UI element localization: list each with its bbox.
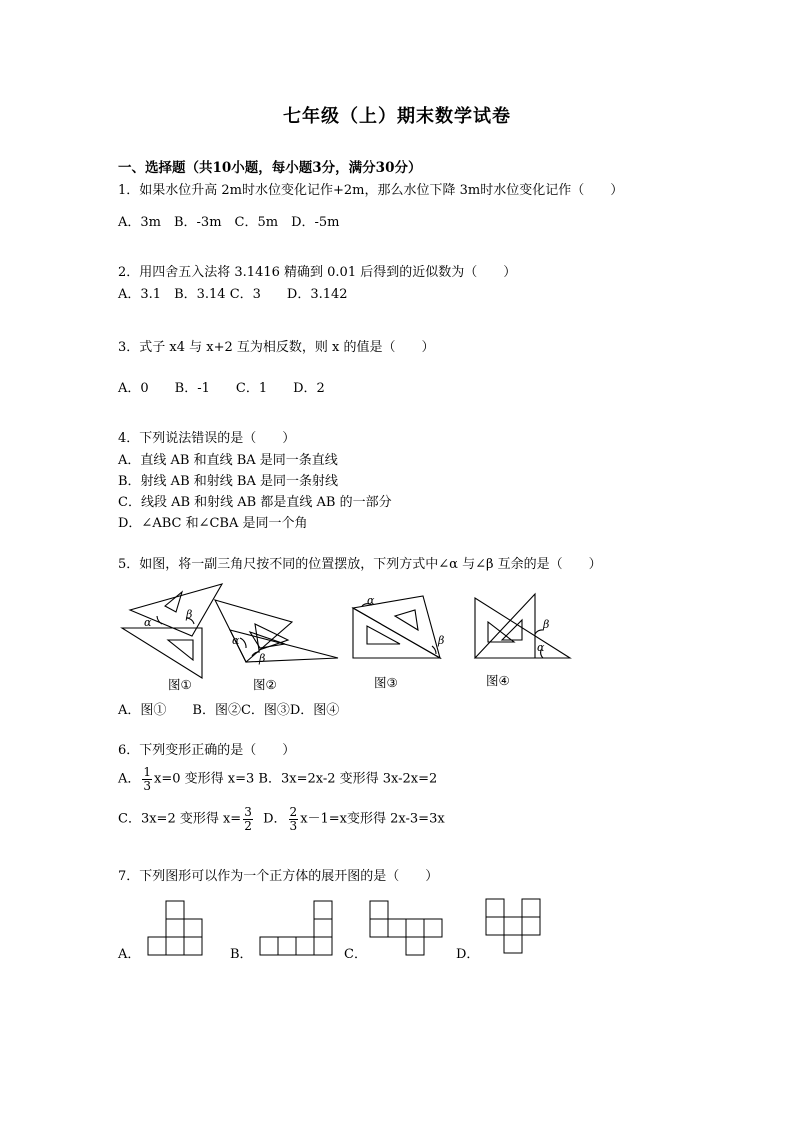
figure-4-caption: 图④: [486, 673, 510, 688]
fraction-numerator: 3: [244, 805, 252, 819]
figure-3-beta: β: [438, 634, 445, 647]
question-7-option-a-label: A．: [118, 947, 141, 962]
question-1: 1．如果水位升高 2m时水位变化记作+2m，那么水位下降 3m时水位变化记作（ ）: [118, 183, 624, 198]
fraction-numerator: 2: [289, 805, 298, 819]
fraction-one-third: [142, 766, 152, 792]
question-7-option-c-label: C．: [344, 947, 367, 962]
figure-2-triangles: [215, 600, 338, 662]
question-7-nets: [140, 895, 560, 965]
question-6-line-2: [118, 806, 445, 832]
net-option-a: [148, 901, 202, 955]
question-4-option-b: B．射线 AB 和射线 BA 是同一条射线: [118, 474, 338, 489]
question-6-option-a-label: A．: [118, 771, 141, 787]
net-option-d: [486, 899, 540, 953]
fraction-denominator: 2: [244, 818, 252, 833]
fraction-denominator: 3: [143, 778, 152, 793]
figure-4-triangles: [475, 594, 570, 658]
figure-2-alpha: α: [232, 634, 240, 647]
question-4-option-c: C．线段 AB 和射线 AB 都是直线 AB 的一部分: [118, 495, 392, 510]
fraction-two-thirds: [289, 806, 299, 832]
question-4-option-a: A．直线 AB 和直线 BA 是同一条直线: [118, 453, 338, 468]
question-1-options: A．3m B．-3m C．5m D．-5m: [118, 215, 340, 230]
question-6-option-d-text: x－1=x变形得 2x-3=3x: [300, 811, 445, 827]
figure-1-caption: 图①: [168, 677, 192, 692]
question-5-figures: [110, 578, 580, 680]
figure-3-caption: 图③: [374, 675, 398, 690]
question-6-option-c-text: C．3x=2 变形得 x=: [118, 811, 242, 827]
fraction-three-halves: [243, 806, 253, 832]
question-7-option-b-label: B．: [230, 947, 253, 962]
question-4: 4．下列说法错误的是（ ）: [118, 431, 296, 446]
figure-4-beta: β: [543, 618, 550, 631]
question-5: 5．如图，将一副三角尺按不同的位置摆放，下列方式中∠α 与∠β 互余的是（ ）: [118, 557, 602, 572]
figure-2-beta: β: [259, 652, 266, 665]
question-6-option-d-label: D．: [254, 811, 287, 827]
figure-1-alpha: α: [144, 616, 152, 629]
question-2: 2．用四舍五入法将 3.1416 精确到 0.01 后得到的近似数为（ ）: [118, 265, 517, 280]
figure-4-alpha: α: [537, 641, 545, 654]
fraction-denominator: 3: [289, 818, 298, 833]
net-option-c: [370, 901, 442, 955]
question-7-option-d-label: D．: [456, 947, 480, 962]
question-6-line-1: [118, 766, 437, 792]
question-5-options: A．图① B．图②C．图③D．图④: [118, 703, 340, 718]
figure-1-beta: β: [186, 608, 193, 621]
question-6-option-a-b-text: x=0 变形得 x=3 B．3x=2x-2 变形得 3x-2x=2: [154, 771, 438, 787]
question-3-options: A．0 B．-1 C．1 D．2: [118, 381, 325, 396]
question-6: 6．下列变形正确的是（ ）: [118, 743, 296, 758]
fraction-numerator: 1: [143, 765, 152, 779]
figure-1-triangles: [122, 584, 222, 678]
question-4-option-d: D．∠ABC 和∠CBA 是同一个角: [118, 516, 308, 531]
question-3: 3．式子 x4 与 x+2 互为相反数，则 x 的值是（ ）: [118, 340, 435, 355]
figure-3-alpha: α: [367, 594, 375, 607]
page-title: 七年级（上）期末数学试卷: [283, 106, 511, 127]
section-heading: 一、选择题（共10小题，每小题3分，满分30分）: [118, 160, 422, 176]
question-7: 7．下列图形可以作为一个正方体的展开图的是（ ）: [118, 869, 439, 884]
net-option-b: [260, 901, 332, 955]
question-2-options: A．3.1 B．3.14 C．3 D．3.142: [118, 287, 348, 302]
figure-2-caption: 图②: [253, 677, 277, 692]
